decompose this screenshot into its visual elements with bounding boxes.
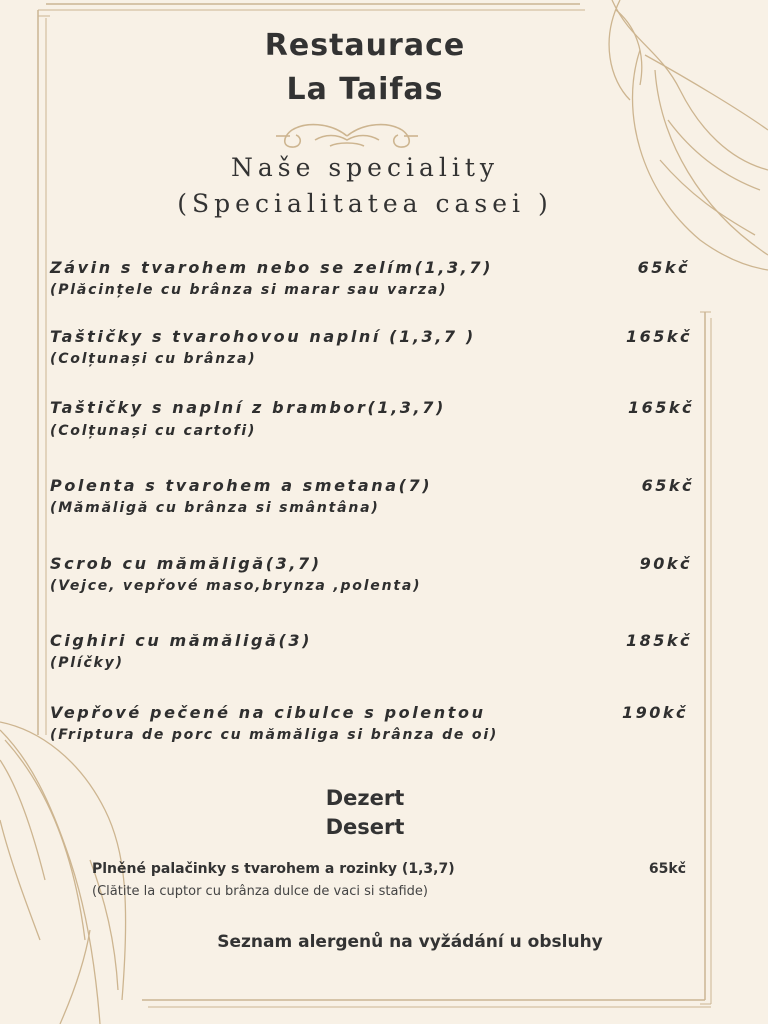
- dessert-heading-ro: Desert: [325, 815, 405, 839]
- specialities-heading: Naše speciality: [230, 153, 500, 182]
- allergen-note: Seznam alergenů na vyžádání u obsluhy: [217, 932, 603, 952]
- item-description: (Mămăligă cu brânza si smântâna): [50, 500, 380, 516]
- ornament-divider: [276, 125, 418, 147]
- specialities-heading-ro: (Specialitatea casei ): [177, 189, 553, 218]
- item-name: Cighiri cu mămăligă(3): [50, 631, 313, 650]
- dessert-item-description: (Clătite la cuptor cu brânza dulce de vaci si stafide): [92, 884, 428, 899]
- item-name: Scrob cu mămăligă(3,7): [50, 554, 322, 573]
- item-description: (Plíčky): [50, 655, 124, 671]
- item-description: (Vejce, vepřové maso,brynza ,polenta): [50, 578, 422, 594]
- item-name: Taštičky s naplní z brambor(1,3,7): [50, 398, 446, 417]
- item-name: Taštičky s tvarohovou naplní (1,3,7 ): [50, 327, 476, 346]
- dessert-item-price: 65kč: [648, 861, 686, 877]
- item-price: 90kč: [639, 554, 692, 573]
- item-price: 185kč: [625, 631, 692, 650]
- item-description: (Friptura de porc cu mămăliga si brânza de oi): [50, 727, 499, 743]
- dessert-item-name: Plněné palačinky s tvarohem a rozinky (1,3,7): [92, 861, 455, 877]
- item-price: 165kč: [627, 398, 694, 417]
- item-price: 165kč: [625, 327, 692, 346]
- restaurant-name-line2: La Taifas: [286, 72, 444, 107]
- item-description: (Colțunași cu cartofi): [50, 423, 257, 439]
- item-price: 65kč: [637, 258, 690, 277]
- item-name: Polenta s tvarohem a smetana(7): [50, 476, 433, 495]
- restaurant-name-line1: Restaurace: [264, 28, 466, 63]
- item-name: Vepřové pečené na cibulce s polentou: [50, 703, 486, 722]
- item-price: 190kč: [621, 703, 688, 722]
- item-description: (Plăcințele cu brânza si marar sau varza): [50, 282, 448, 298]
- dessert-heading: Dezert: [325, 786, 405, 810]
- item-price: 65kč: [641, 476, 694, 495]
- item-description: (Colțunași cu brânza): [50, 351, 257, 367]
- item-name: Závin s tvarohem nebo se zelím(1,3,7): [50, 258, 493, 277]
